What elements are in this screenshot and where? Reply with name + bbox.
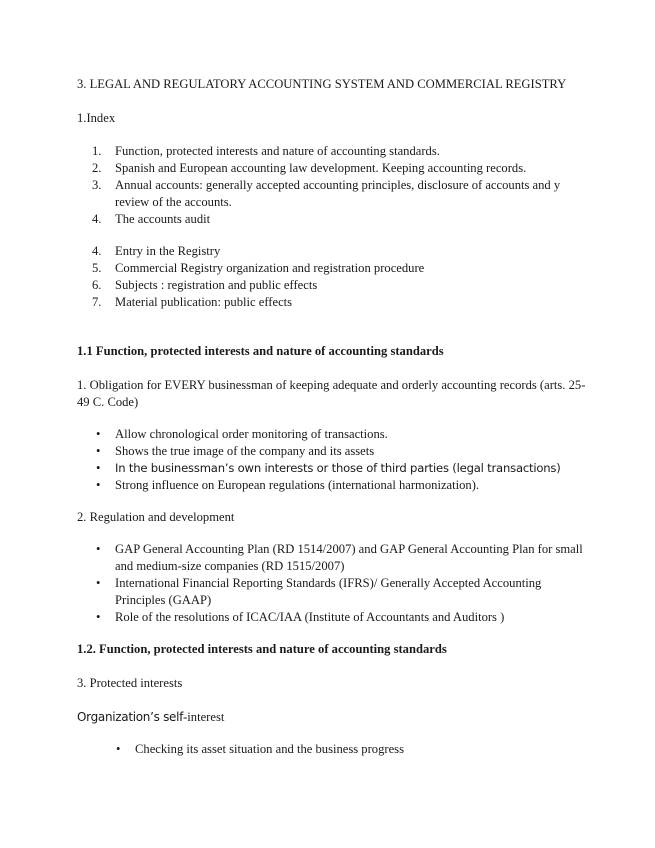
section-paragraph: 3. Protected interests xyxy=(77,676,183,690)
index-item-number: 4. xyxy=(92,244,102,258)
bullet-icon: • xyxy=(96,576,101,590)
bullet-icon: • xyxy=(96,461,101,475)
list-item-text: International Financial Reporting Standards (IFRS)/ Generally Accepted Accounting Principles (GAAP) xyxy=(115,576,542,607)
index-item-text: Material publication: public effects xyxy=(115,295,293,309)
bullet-list xyxy=(77,426,587,494)
index-item xyxy=(77,211,587,228)
list-item-text: Shows the true image of the company and its assets xyxy=(115,444,375,458)
index-item-text: Entry in the Registry xyxy=(115,244,221,258)
section-paragraph: 1. Obligation for EVERY businessman of keeping adequate and orderly accounting records (arts. 25-49 C. Code) xyxy=(77,378,586,409)
subheading-part: Organization’s self xyxy=(77,710,184,724)
list-item xyxy=(77,460,587,477)
list-item xyxy=(77,477,587,494)
document-title: 3. LEGAL AND REGULATORY ACCOUNTING SYSTEM AND COMMERCIAL REGISTRY xyxy=(77,77,567,91)
list-item xyxy=(77,609,587,626)
bullet-icon: • xyxy=(96,427,101,441)
bullet-icon: • xyxy=(96,478,101,492)
index-item-number: 3. xyxy=(92,178,102,192)
index-item-number: 1. xyxy=(92,144,102,158)
index-item xyxy=(77,294,587,311)
section-heading-1-2: 1.2. Function, protected interests and nature of accounting standards xyxy=(77,642,447,656)
list-item xyxy=(77,741,587,758)
index-item xyxy=(77,177,587,211)
index-item-number: 6. xyxy=(92,278,102,292)
list-item-text: Allow chronological order monitoring of transactions. xyxy=(115,427,388,441)
subheading xyxy=(77,709,587,726)
list-item xyxy=(77,575,587,609)
bullet-list xyxy=(77,741,587,758)
index-item xyxy=(77,277,587,294)
bullet-icon: • xyxy=(96,542,101,556)
list-item-text: Strong influence on European regulations (international harmonization). xyxy=(115,478,480,492)
index-item-text: The accounts audit xyxy=(115,212,211,226)
index-heading: 1.Index xyxy=(77,111,116,125)
index-item-number: 7. xyxy=(92,295,102,309)
list-item xyxy=(77,541,587,575)
document-page xyxy=(77,76,587,758)
index-item-text: Function, protected interests and nature of accounting standards. xyxy=(115,144,440,158)
section-paragraph: 2. Regulation and development xyxy=(77,510,235,524)
bullet-icon: • xyxy=(116,742,121,756)
list-item-text: Role of the resolutions of ICAC/IAA (Institute of Accountants and Auditors ) xyxy=(115,610,505,624)
index-item-text: Subjects : registration and public effects xyxy=(115,278,318,292)
section-heading-1-1: 1.1 Function, protected interests and nature of accounting standards xyxy=(77,344,444,358)
list-item-text: GAP General Accounting Plan (RD 1514/2007) and GAP General Accounting Plan for small and medium-size companies (RD 1515/2007) xyxy=(115,542,583,573)
index-item-text: Commercial Registry organization and registration procedure xyxy=(115,261,425,275)
list-item-text: In the businessman’s own interests or those of third parties (legal transactions) xyxy=(115,461,561,475)
bullet-icon: • xyxy=(96,610,101,624)
subheading-part: -interest xyxy=(183,710,225,724)
index-item xyxy=(77,260,587,277)
index-item-text: Spanish and European accounting law development. Keeping accounting records. xyxy=(115,161,527,175)
bullet-list xyxy=(77,541,587,626)
list-item xyxy=(77,443,587,460)
index-item xyxy=(77,243,587,260)
index-item-number: 4. xyxy=(92,212,102,226)
index-item xyxy=(77,160,587,177)
index-item-text: Annual accounts: generally accepted accounting principles, disclosure of accounts and y review of the accounts. xyxy=(115,178,561,209)
bullet-icon: • xyxy=(96,444,101,458)
index-list-2 xyxy=(77,243,587,311)
index-item-number: 5. xyxy=(92,261,102,275)
list-item xyxy=(77,426,587,443)
list-item-text: Checking its asset situation and the business progress xyxy=(135,742,404,756)
index-item-number: 2. xyxy=(92,161,102,175)
index-list-1 xyxy=(77,143,587,228)
index-item xyxy=(77,143,587,160)
